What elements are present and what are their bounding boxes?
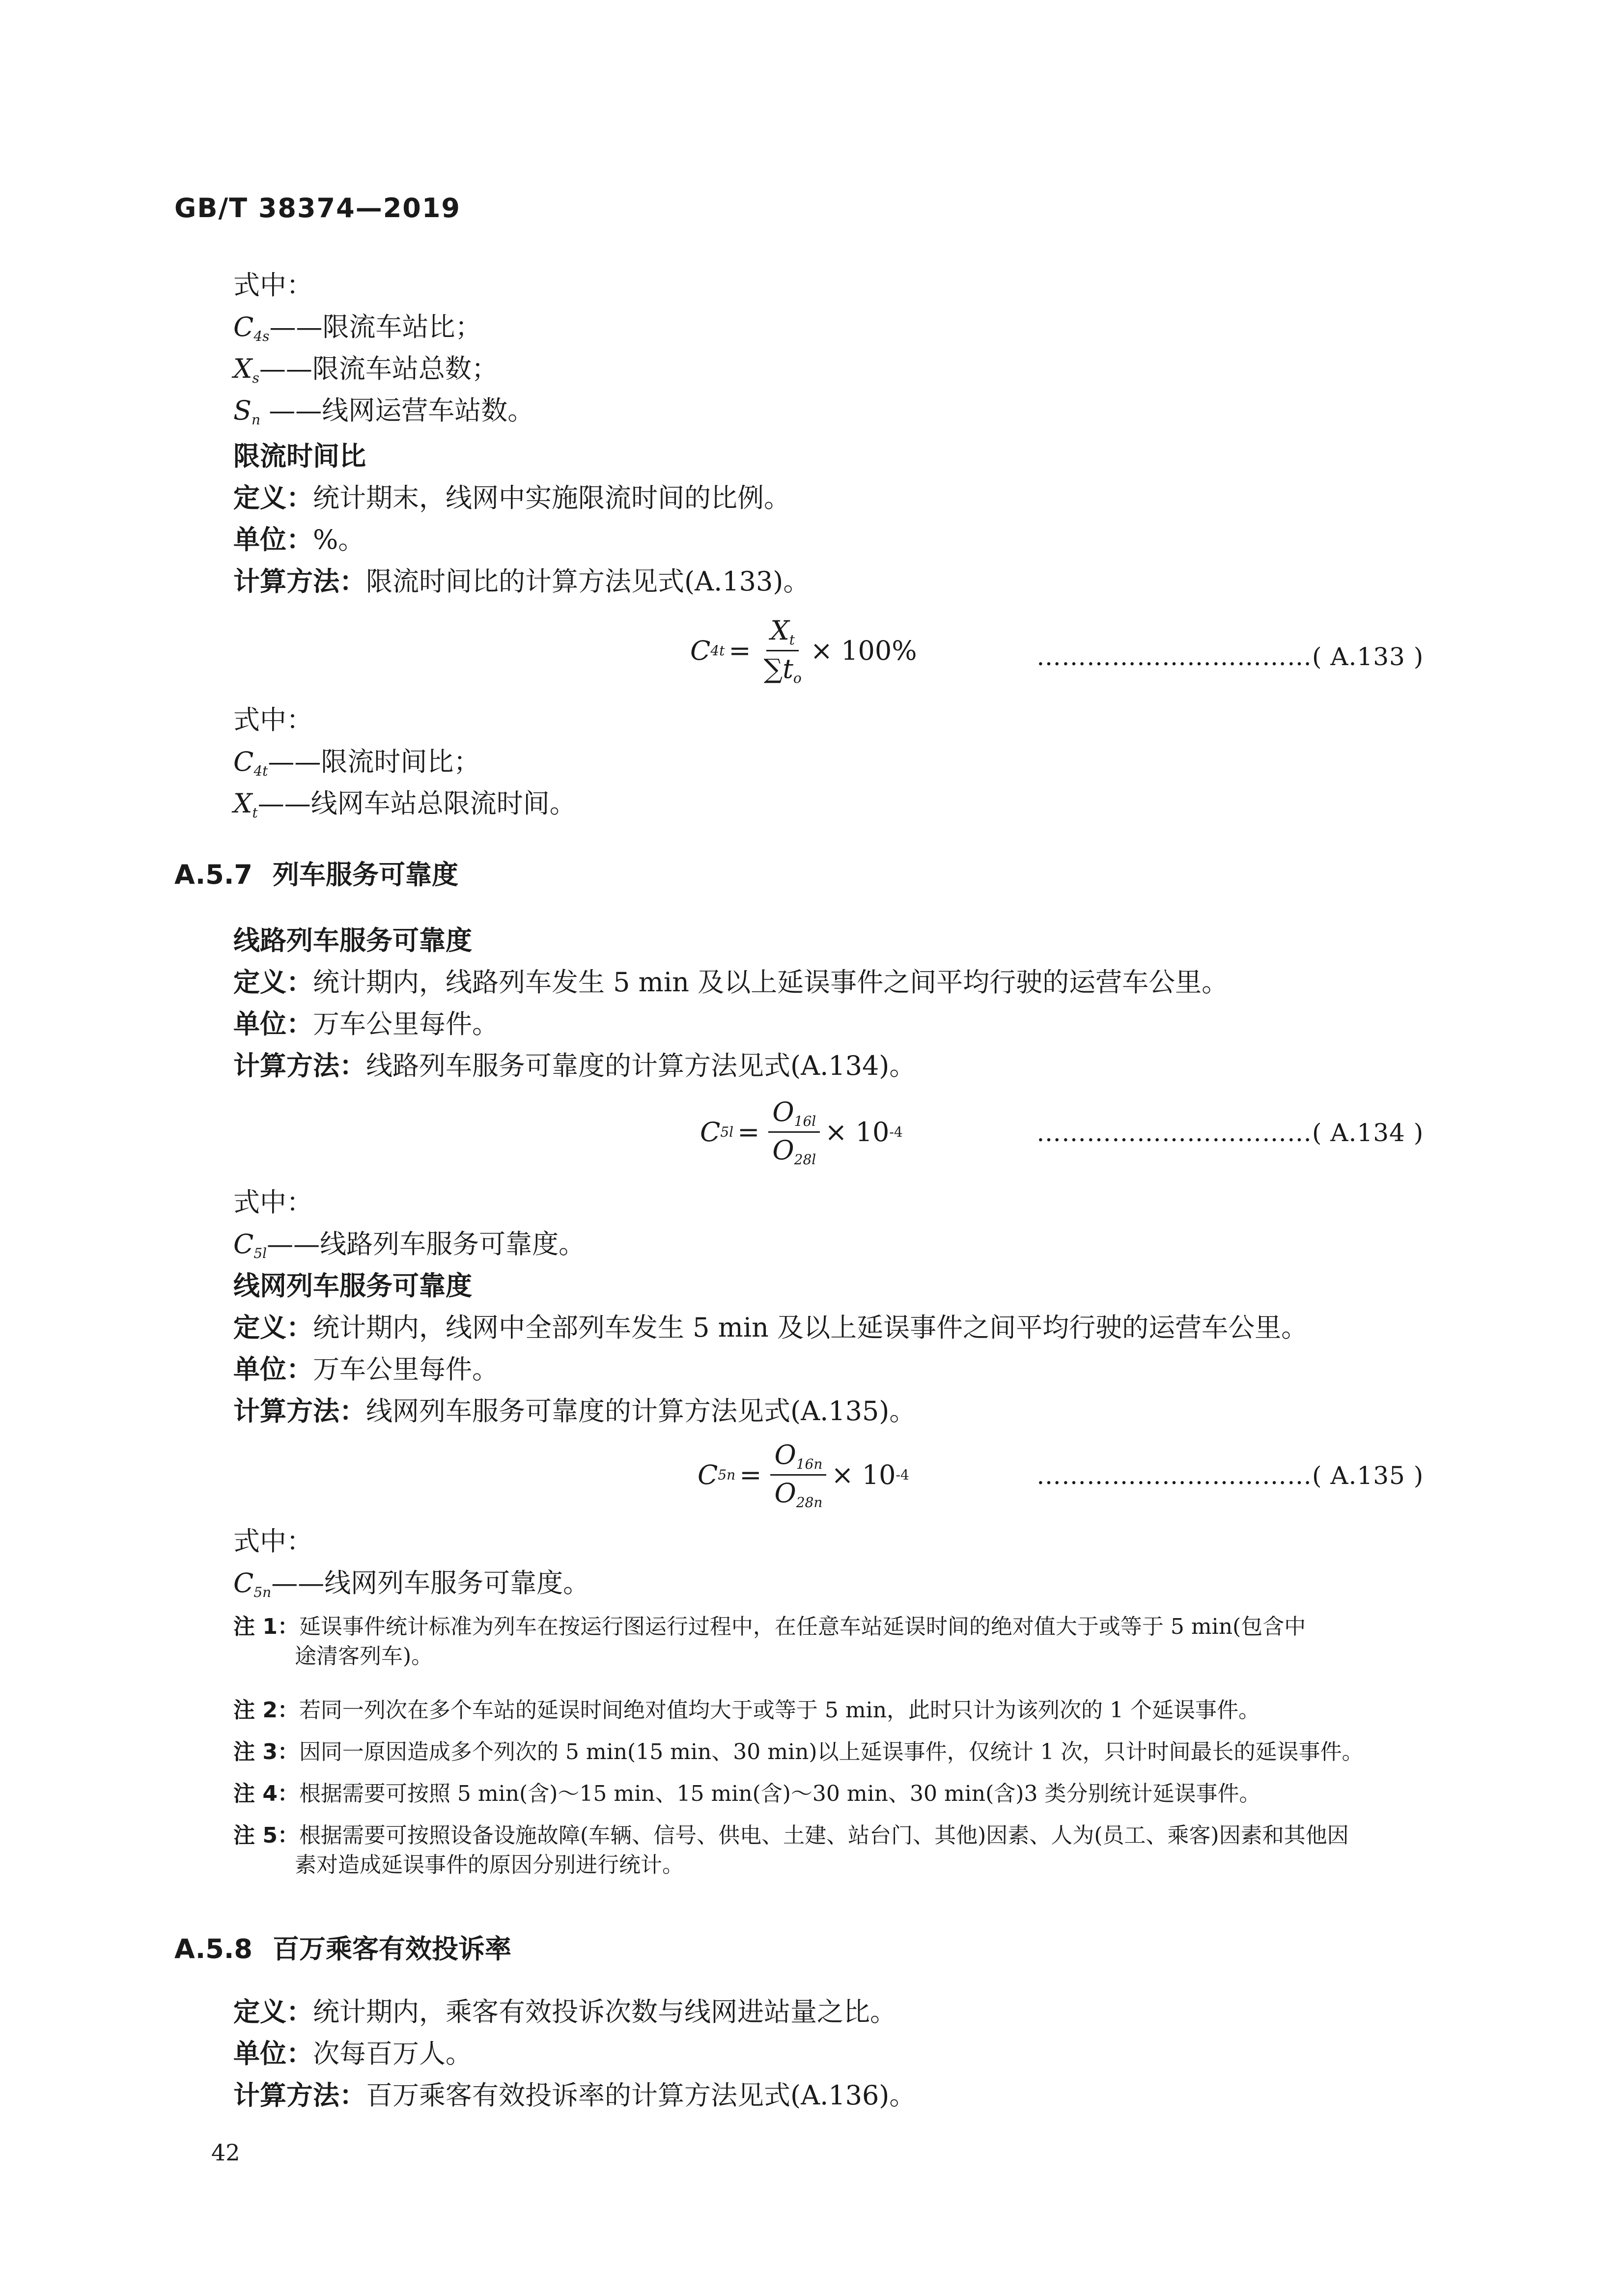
- unit-line: 单位：万车公里每件。: [233, 1008, 499, 1039]
- symbol-definition: $X_s——$限流车站总数；: [233, 353, 498, 386]
- fraction: $\frac{O_{16l}}{O_{28l}}$: [768, 1096, 820, 1168]
- where-label: 式中：: [233, 270, 313, 301]
- fraction: $\frac{X_t}{\sum t_o}$: [763, 615, 802, 686]
- where-label: 式中：: [233, 1187, 313, 1218]
- definition-line: 定义：统计期内，乘客有效投诉次数与线网进站量之比。: [233, 1996, 896, 2027]
- definition-line: 定义：统计期末，线网中实施限流时间的比例。: [233, 482, 790, 513]
- page-number: 42: [211, 2139, 240, 2166]
- method-line: 计算方法：线路列车服务可靠度的计算方法见式(A.134)。: [233, 1050, 916, 1081]
- indicator-title: 线路列车服务可靠度: [233, 925, 472, 956]
- equation-number: ……………………………( A.134 ): [1036, 1119, 1424, 1147]
- method-line: 计算方法：限流时间比的计算方法见式(A.133)。: [233, 566, 810, 597]
- indicator-title: 线网列车服务可靠度: [233, 1270, 472, 1301]
- where-label: 式中：: [233, 1526, 313, 1557]
- symbol-definition: $C_{4t}——$限流时间比；: [233, 746, 480, 779]
- note-2: 注 2：若同一列次在多个车站的延误时间绝对值均大于或等于 5 min，此时只计为该列次的 1 个延误事件。: [233, 1698, 1260, 1723]
- note-5: 注 5：根据需要可按照设备设施故障(车辆、信号、供电、土建、站台门、其他)因素、人为(员工、乘客)因素和其他因 素对造成延误事件的原因分别进行统计。: [233, 1823, 1349, 1877]
- method-line: 计算方法：线网列车服务可靠度的计算方法见式(A.135)。: [233, 1396, 916, 1427]
- where-label: 式中：: [233, 704, 313, 735]
- definition-line: 定义：统计期内，线网中全部列车发生 5 min 及以上延误事件之间平均行驶的运营车公里。: [233, 1312, 1308, 1343]
- unit-line: 单位：%。: [233, 524, 365, 555]
- definition-line: 定义：统计期内，线路列车发生 5 min 及以上延误事件之间平均行驶的运营车公里。: [233, 967, 1229, 998]
- formula-a133: C 4t = $\frac{X_t}{\sum t_o}$ × 100%: [690, 615, 917, 686]
- symbol-definition: $C_{5n}——$线网列车服务可靠度。: [233, 1567, 590, 1600]
- symbol-definition: $S_n$ ——线网运营车站数。: [233, 395, 534, 428]
- section-heading: A.5.7 列车服务可靠度: [174, 859, 458, 890]
- standard-code-header: GB/T 38374—2019: [174, 193, 461, 224]
- unit-line: 单位：次每百万人。: [233, 2038, 472, 2069]
- note-4: 注 4：根据需要可按照 5 min(含)～15 min、15 min(含)～30 min、30 min(含)3 类分别统计延误事件。: [233, 1781, 1261, 1806]
- symbol-definition: $C_{5l}——$线路列车服务可靠度。: [233, 1229, 586, 1261]
- fraction: $\frac{O_{16n}}{O_{28n}}$: [770, 1439, 826, 1511]
- symbol-definition: $X_t——$线网车站总限流时间。: [233, 788, 576, 821]
- symbol-definition: $C_{4s}——$限流车站比；: [233, 311, 482, 344]
- equation-number: ……………………………( A.133 ): [1036, 643, 1424, 671]
- method-line: 计算方法：百万乘客有效投诉率的计算方法见式(A.136)。: [233, 2080, 916, 2111]
- indicator-title: 限流时间比: [233, 441, 366, 472]
- unit-line: 单位：万车公里每件。: [233, 1354, 499, 1385]
- note-1: 注 1：延误事件统计标准为列车在按运行图运行过程中，在任意车站延误时间的绝对值大于或等于 5 min(包含中 途清客列车)。: [233, 1614, 1306, 1669]
- section-heading: A.5.8 百万乘客有效投诉率: [174, 1933, 511, 1964]
- note-3: 注 3：因同一原因造成多个列次的 5 min(15 min、30 min)以上延误事件，仅统计 1 次，只计时间最长的延误事件。: [233, 1739, 1364, 1764]
- formula-a135: C 5n = $\frac{O_{16n}}{O_{28n}}$ × 10 -4: [698, 1439, 909, 1511]
- formula-a134: C 5l = $\frac{O_{16l}}{O_{28l}}$ × 10 -4: [700, 1096, 903, 1168]
- equation-number: ……………………………( A.135 ): [1036, 1461, 1424, 1490]
